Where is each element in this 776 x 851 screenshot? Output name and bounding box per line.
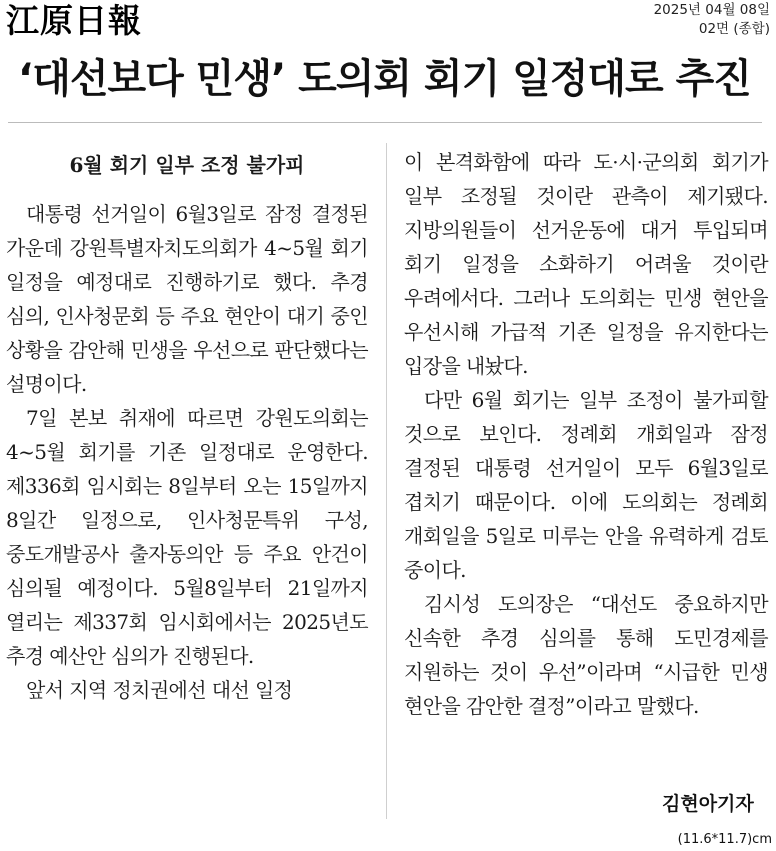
article-column-right: [404, 145, 768, 723]
article-subheading: 6월 회기 일부 조정 불가피: [69, 153, 305, 177]
paragraph-right-1: 이 본격화함에 따라 도·시·군의회 회기가 일부 조정될 것이란 관측이 제기됐다. 지방의원들이 선거운동에 대거 투입되며 회기 일정을 소화하기 어려울 것이란 우려에서다. 그러나 도의회는 민생 현안을 우선시해 가급적 기존 일정을 유지한다는 입장을 내놨다.: [404, 150, 768, 378]
headline-rule: [8, 122, 762, 123]
newspaper-masthead: 江原日報: [6, 1, 142, 40]
article-headline: ‘대선보다 민생’ 도의회 회기 일정대로 추진: [18, 56, 751, 102]
paragraph-left-3: 앞서 지역 정치권에선 대선 일정: [26, 678, 293, 702]
page-section: 02면 (종합): [698, 21, 770, 37]
reporter-byline: 김현아기자: [662, 793, 754, 815]
clipping-size-note: (11.6*11.7)cm: [677, 832, 772, 847]
issue-date: 2025년 04월 08일: [653, 2, 770, 18]
paragraph-left-2: 7일 본보 취재에 따르면 강원도의회는 4~5월 회기를 기존 일정대로 운영한다. 제336회 임시회는 8일부터 오는 15일까지 8일간 일정으로, 인사청문특위 구성, 중도개발공사 출자동의안 등 주요 안건이 심의될 예정이다. 5월8일부터 21일까지 열리는 제337회 임시회에서는 2025년도 추경 예산안 심의가 진행된다.: [6, 406, 368, 668]
paragraph-right-2: 다만 6월 회기는 일부 조정이 불가피할 것으로 보인다. 정례회 개회일과 잠정 결정된 대통령 선거일이 모두 6월3일로 겹치기 때문이다. 이에 도의회는 정례회 개회일을 5일로 미루는 안을 유력하게 검토 중이다.: [404, 388, 768, 582]
issue-meta: [654, 1, 770, 39]
paragraph-left-1: 대통령 선거일이 6월3일로 잠정 결정된 가운데 강원특별자치도의회가 4~5월 회기 일정을 예정대로 진행하기로 했다. 추경 심의, 인사청문회 등 주요 현안이 대기 중인 상황을 감안해 민생을 우선으로 판단했다는 설명이다.: [6, 202, 368, 396]
column-divider: [386, 143, 387, 819]
article-column-left: [6, 147, 368, 707]
paragraph-right-3: 김시성 도의장은 “대선도 중요하지만 신속한 추경 심의를 통해 도민경제를 지원하는 것이 우선”이라며 “시급한 민생 현안을 감안한 결정”이라고 말했다.: [404, 592, 768, 718]
